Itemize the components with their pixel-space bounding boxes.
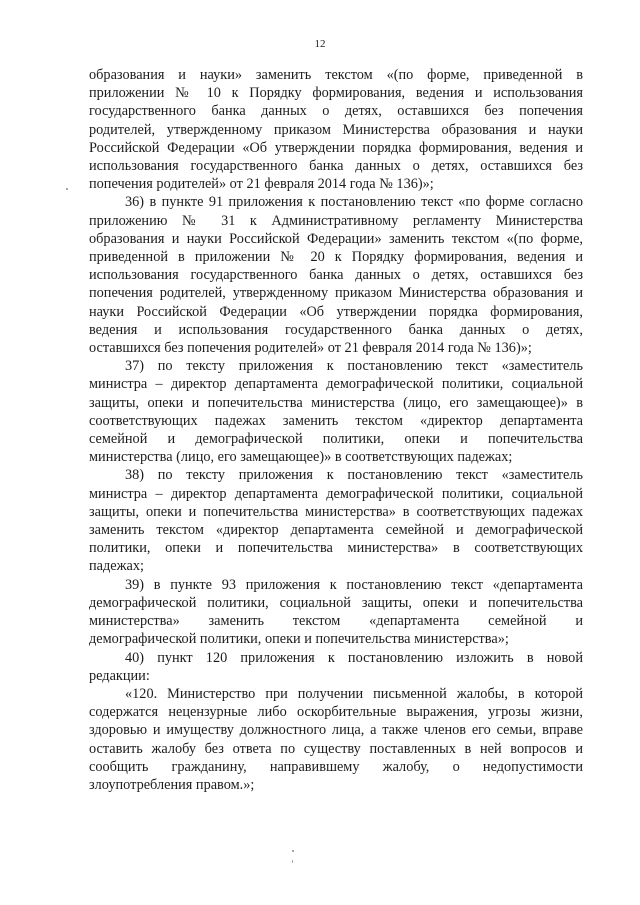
text-line: содержатся нецензурные либо оскорбительные выражения, угрозы жизни, (89, 704, 583, 721)
text-line: использования государственного банка данных о детях, оставшихся без (89, 267, 583, 284)
text-line: 39) в пункте 93 приложения к постановлению текст «департамента (125, 576, 583, 593)
text-line: демографической политики, опеки и попечительства министерства»; (89, 631, 509, 648)
text-line: министра – директор департамента демографической политики, социальной (89, 376, 583, 393)
text-line: приведенной в приложении № 20 к Порядку формирования, ведения и (89, 249, 583, 266)
text-line: 38) по тексту приложения к постановлению текст «заместитель (125, 467, 583, 484)
text-line: приложению № 31 к Административному регламенту Министерства (89, 212, 583, 229)
text-line: науки Российской Федерации «Об утверждении порядка формирования, (89, 303, 583, 320)
text-line: редакции: (89, 667, 150, 684)
text-line: образования и науки» заменить текстом «(по форме, приведенной в (89, 67, 583, 83)
text-line: Российской Федерации «Об утверждении порядка формирования, ведения и (89, 139, 583, 156)
text-line: образования и науки Российской Федерации» заменить текстом «(по форме, (89, 230, 583, 247)
text-line: защиты, опеки и попечительства министерства» в соответствующих падежах (89, 503, 583, 520)
text-line: защиты, опеки и попечительства министерства (лицо, его замещающее)» в (89, 394, 583, 411)
text-line: 37) по тексту приложения к постановлению текст «заместитель (125, 358, 583, 375)
text-line: министерства (лицо, его замещающее)» в соответствующих падежах; (89, 449, 513, 466)
text-line: использования государственного банка данных о детях, оставшихся без (89, 158, 583, 175)
text-line: здоровью и имуществу должностного лица, а также членов его семьи, вправе (89, 722, 583, 739)
scan-speck (66, 188, 68, 190)
text-line: семейной и демографической политики, опеки и попечительства (89, 431, 583, 448)
scan-speck (292, 850, 294, 852)
text-line: заменить текстом «директор департамента семейной и демографической (89, 522, 583, 539)
text-line: приложении № 10 к Порядку формирования, ведения и использования (89, 85, 583, 102)
page-number: 12 (314, 38, 326, 50)
text-line: министерства» заменить текстом «департамента семейной и (89, 613, 583, 630)
text-line: ведения и использования государственного банка данных о детях, (89, 321, 583, 338)
text-line: злоупотребления правом.»; (89, 776, 255, 793)
text-line: 40) пункт 120 приложения к постановлению изложить в новой (125, 649, 583, 666)
text-line: оставшихся без попечения родителей» от 21 февраля 2014 года № 136)»; (89, 340, 532, 357)
text-line: государственного банка данных о детях, оставшихся без попечения (89, 103, 583, 120)
text-line: политики, опеки и попечительства министерства» в соответствующих (89, 540, 583, 557)
scan-speck (292, 860, 293, 863)
text-line: родителей, утвержденному приказом Министерства образования и науки (89, 121, 583, 138)
document-body (89, 66, 583, 794)
text-line: соответствующих падежах заменить текстом «директор департамента (89, 412, 583, 429)
text-line: оставить жалобу без ответа по существу поставленных в ней вопросов и (89, 740, 583, 757)
text-line: падежах; (89, 558, 144, 575)
text-line: попечения родителей, утвержденному приказом Министерства образования и (89, 285, 583, 302)
text-line: «120. Министерство при получении письменной жалобы, в которой (125, 685, 583, 702)
text-line: 36) в пункте 91 приложения к постановлению текст «по форме согласно (125, 194, 583, 211)
text-line: сообщить гражданину, направившему жалобу, о недопустимости (89, 758, 583, 775)
text-line: попечения родителей» от 21 февраля 2014 года № 136)»; (89, 176, 434, 193)
text-line: демографической политики, социальной защиты, опеки и попечительства (89, 594, 583, 611)
text-line: министра – директор департамента демографической политики, социальной (89, 485, 583, 502)
